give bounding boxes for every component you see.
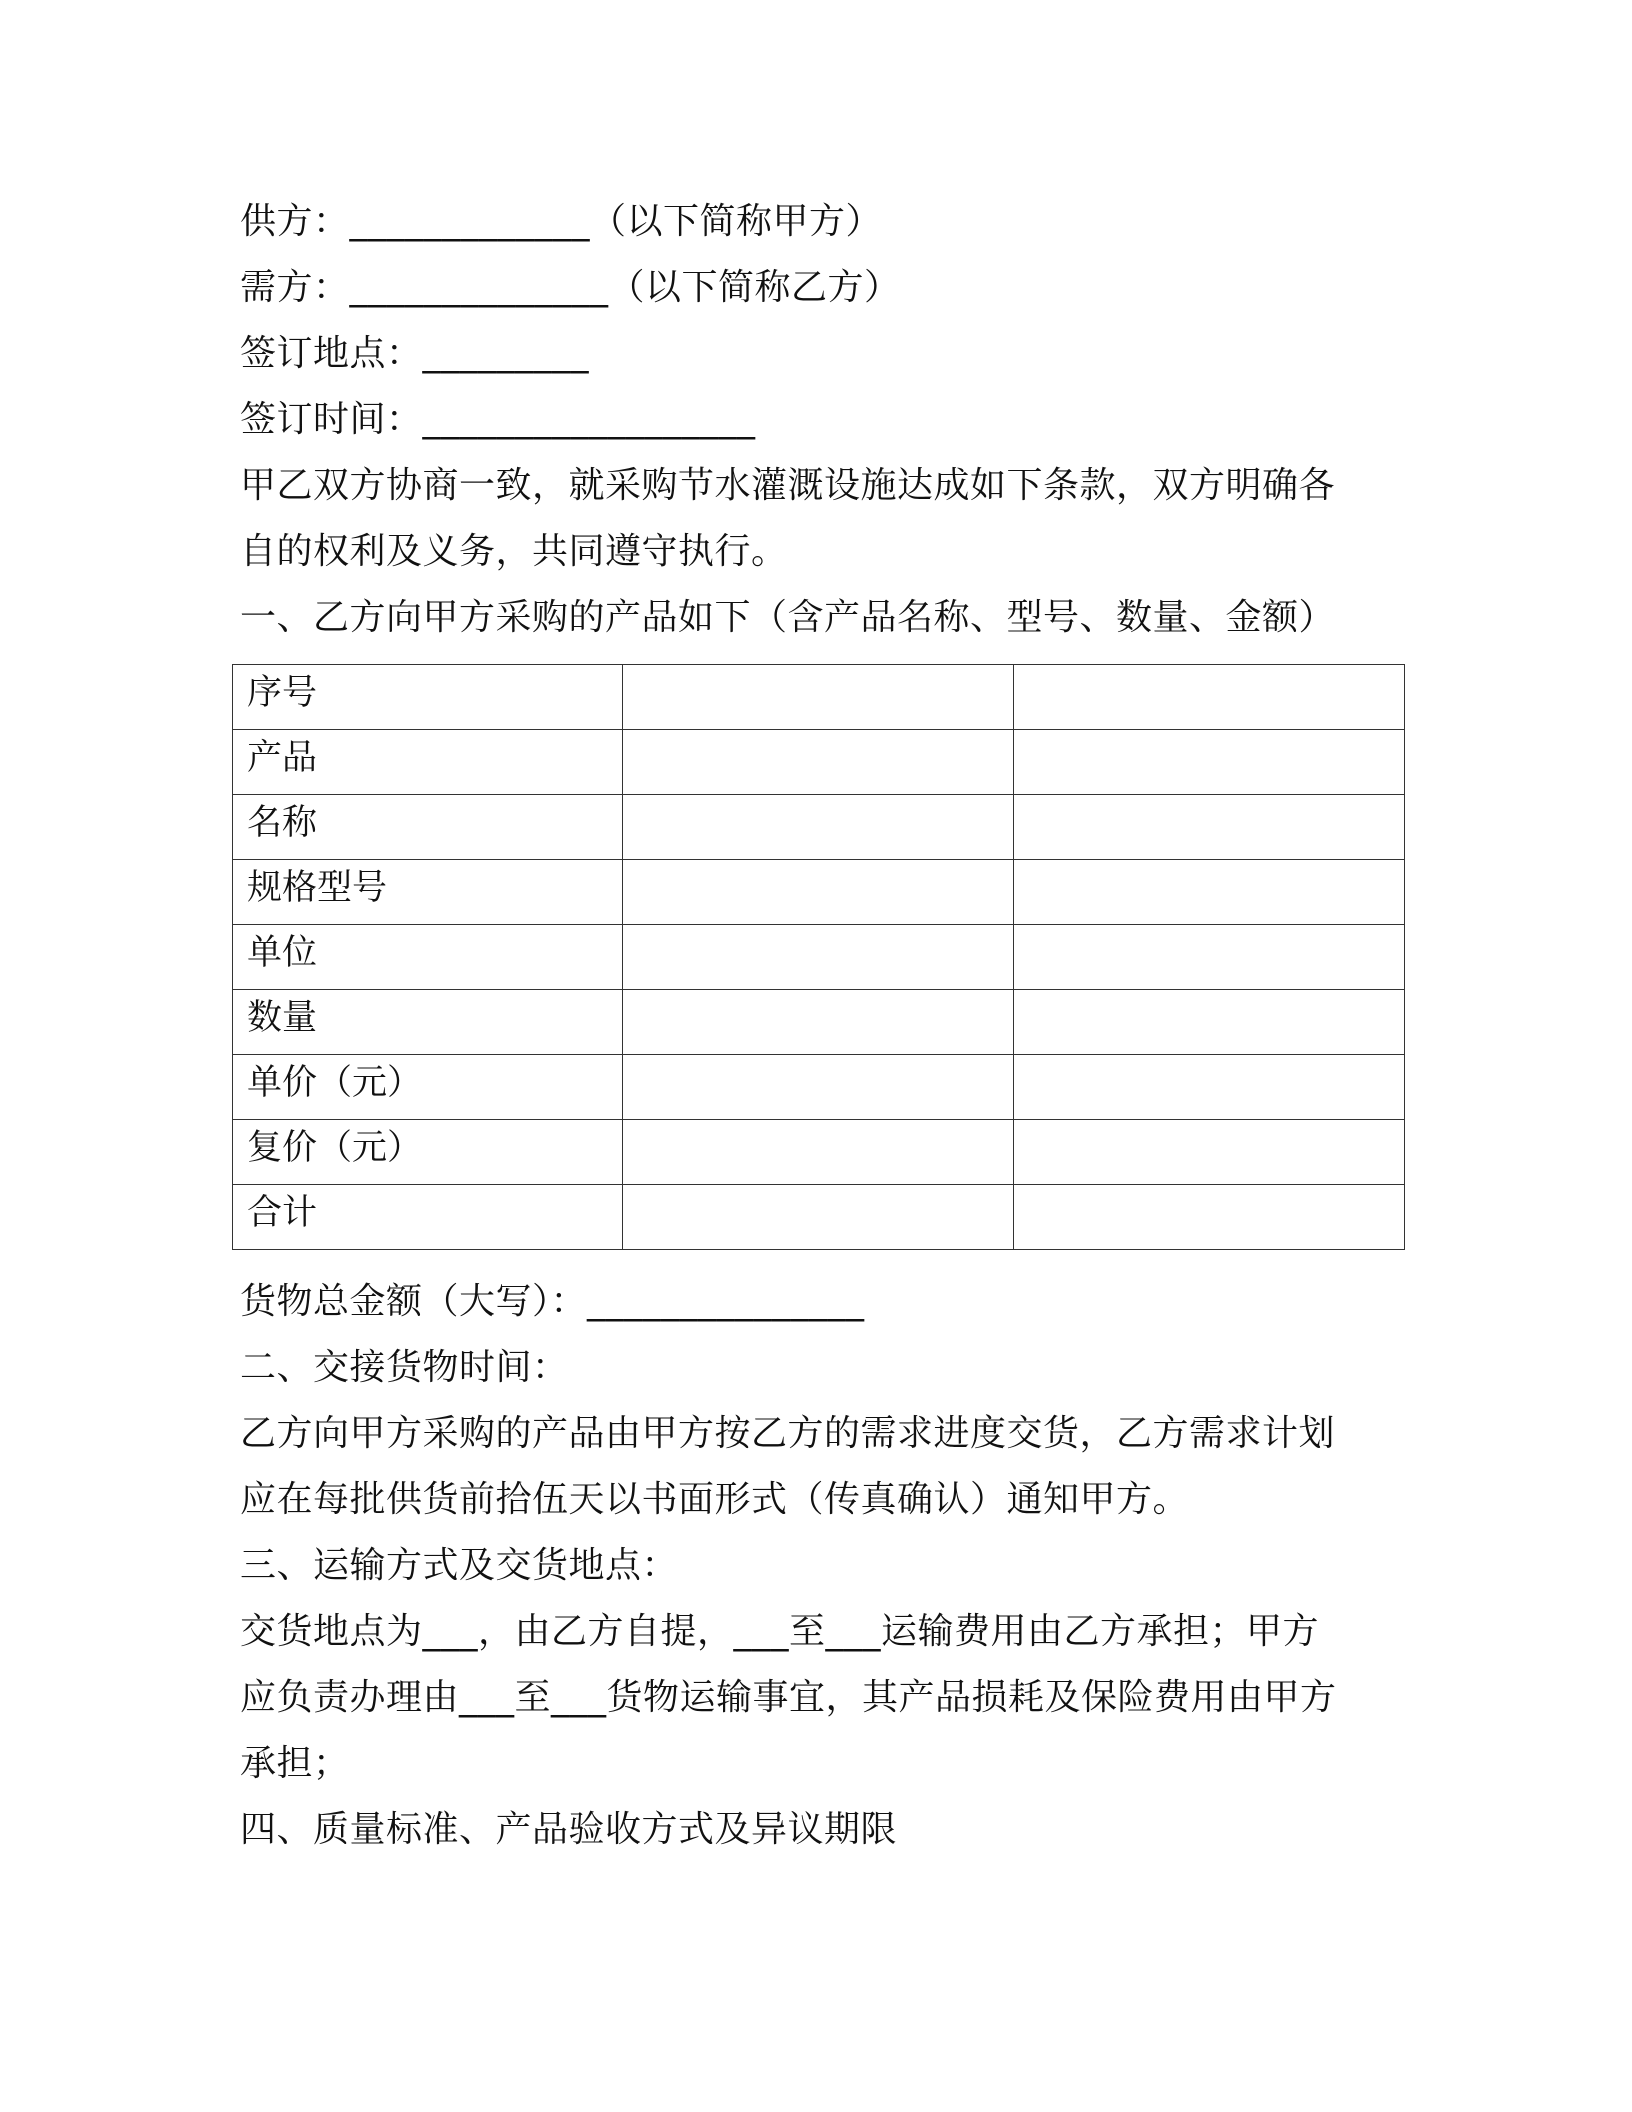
section3-line-1: 交货地点为___，由乙方自提，___至___运输费用由乙方承担；甲方 (240, 1611, 1320, 1652)
table-row (233, 1120, 1405, 1185)
table-cell (623, 1055, 1014, 1120)
section3-line-2: 应负责办理由___至___货物运输事宜，其产品损耗及保险费用由甲方 (240, 1677, 1337, 1718)
table-row-label: 复价（元） (233, 1120, 623, 1185)
table-row-label: 产品 (233, 730, 623, 795)
section3-line-3: 承担； (240, 1743, 350, 1784)
section1-title: 一、乙方向甲方采购的产品如下（含产品名称、型号、数量、金额） (240, 597, 1336, 638)
table-cell (1014, 1055, 1405, 1120)
table-row-label: 单价（元） (233, 1055, 623, 1120)
table-cell (623, 1185, 1014, 1250)
total-amount-line: 货物总金额（大写）：_______________ (240, 1281, 865, 1322)
sign-place-line: 签订地点：_________ (240, 333, 590, 374)
section4-title: 四、质量标准、产品验收方式及异议期限 (240, 1809, 898, 1850)
table-cell (1014, 860, 1405, 925)
table-row-label: 序号 (233, 665, 623, 730)
table-cell (1014, 665, 1405, 730)
product-table (232, 664, 1405, 1250)
table-cell (623, 990, 1014, 1055)
table-cell (1014, 925, 1405, 990)
table-row-label: 名称 (233, 795, 623, 860)
table-row (233, 1055, 1405, 1120)
section2-line-1: 乙方向甲方采购的产品由甲方按乙方的需求进度交货，乙方需求计划 (240, 1413, 1336, 1454)
sign-time-line: 签订时间：__________________ (240, 399, 756, 440)
table-row-label: 单位 (233, 925, 623, 990)
table-cell (623, 1120, 1014, 1185)
table-row (233, 1185, 1405, 1250)
table-row (233, 860, 1405, 925)
table-cell (623, 665, 1014, 730)
table-cell (1014, 990, 1405, 1055)
table-row (233, 795, 1405, 860)
intro-line-2: 自的权利及义务，共同遵守执行。 (240, 531, 788, 572)
table-cell (623, 730, 1014, 795)
table-cell (1014, 795, 1405, 860)
intro-line-1: 甲乙双方协商一致，就采购节水灌溉设施达成如下条款，双方明确各 (240, 465, 1336, 506)
section3-title: 三、运输方式及交货地点： (240, 1545, 679, 1586)
table-cell (1014, 730, 1405, 795)
section2-line-2: 应在每批供货前拾伍天以书面形式（传真确认）通知甲方。 (240, 1479, 1190, 1520)
table-row (233, 665, 1405, 730)
table-row-label: 数量 (233, 990, 623, 1055)
table-cell (623, 925, 1014, 990)
table-cell (623, 860, 1014, 925)
table-row-label: 合计 (233, 1185, 623, 1250)
table-row (233, 925, 1405, 990)
supplier-line: 供方：_____________（以下简称甲方） (240, 201, 883, 242)
buyer-line: 需方：______________（以下简称乙方） (240, 267, 901, 308)
table-row (233, 730, 1405, 795)
table-cell (1014, 1120, 1405, 1185)
table-row (233, 990, 1405, 1055)
table-row-label: 规格型号 (233, 860, 623, 925)
section2-title: 二、交接货物时间： (240, 1347, 569, 1388)
table-cell (623, 795, 1014, 860)
table-cell (1014, 1185, 1405, 1250)
